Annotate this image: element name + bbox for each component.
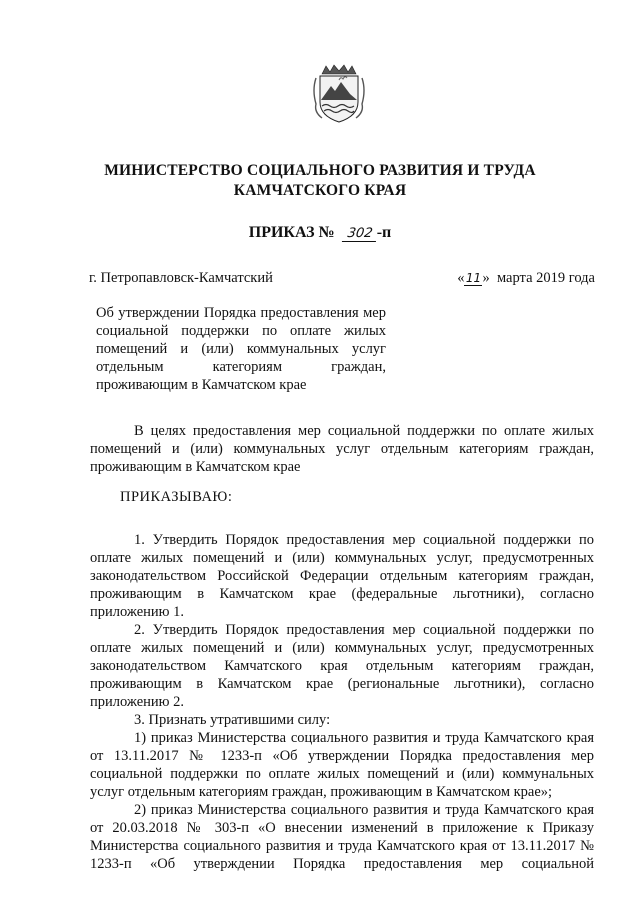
order-subject: Об утверждении Порядка предоставления мер социальной поддержки по оплате жилых помещений и (или) коммунальных услуг отдельным категориям граждан, проживающим в Камчатском крае [96, 305, 386, 393]
place-of-issue: г. Петропавловск-Камчатский [89, 270, 273, 286]
intro-paragraph: В целях предоставления мер социальной поддержки по оплате жилых помещений и (или) коммунальных услуг отдельным категориям граждан, проживающим в Камчатском крае [90, 423, 594, 475]
order-items [90, 531, 594, 873]
ministry-name-line1: МИНИСТЕРСТВО СОЦИАЛЬНОГО РАЗВИТИЯ И ТРУДА [104, 162, 536, 179]
order-item-1: 1. Утвердить Порядок предоставления мер социальной поддержки по оплате жилых помещений и (или) коммунальных услуг, предусмотренных законодательством Российской Федерации отдельным категориям граждан, проживающим в Камчатском крае (федеральные льготники), согласно приложению 1. [90, 532, 594, 620]
date-open-quote: « [457, 270, 465, 286]
coat-of-arms-emblem [300, 64, 378, 124]
date-close-quote: » [482, 270, 490, 286]
order-suffix: -п [376, 224, 392, 241]
date-day-handwritten: 11 [465, 271, 482, 285]
order-label: ПРИКАЗ № [248, 224, 335, 241]
order-item-3: 3. Признать утратившими силу: [134, 712, 331, 728]
date-month-year: марта 2019 года [496, 270, 595, 286]
order-title [0, 224, 640, 242]
order-item-3-1: 1) приказ Министерства социального развития и труда Камчатского края от 13.11.2017 № 1233-п «Об утверждении Порядка предоставления мер социальной поддержки по оплате жилых помещений и (или) коммунальных услуг отдельным категориям граждан, проживающим в Камчатском крае»; [90, 730, 594, 800]
ministry-name-line2: КАМЧАТСКОГО КРАЯ [233, 182, 407, 199]
order-date [457, 270, 595, 287]
prikazyvayu-heading: ПРИКАЗЫВАЮ: [120, 489, 233, 505]
order-number-handwritten: 302 [342, 226, 378, 242]
order-item-3-2: 2) приказ Министерства социального развития и труда Камчатского края от 20.03.2018 № 303-п «О внесении изменений в приложение к Приказу Министерства социального развития и труда Камчатского края от 13.11.2017 № 1233-п «Об утверждении Порядка предоставления мер социальной [90, 802, 594, 872]
order-item-2: 2. Утвердить Порядок предоставления мер социальной поддержки по оплате жилых помещений и (или) коммунальных услуг, предусмотренных законодательством Камчатского края отдельным категориям граждан, проживающим в Камчатском крае (региональные льготники), согласно приложению 2. [90, 622, 594, 710]
